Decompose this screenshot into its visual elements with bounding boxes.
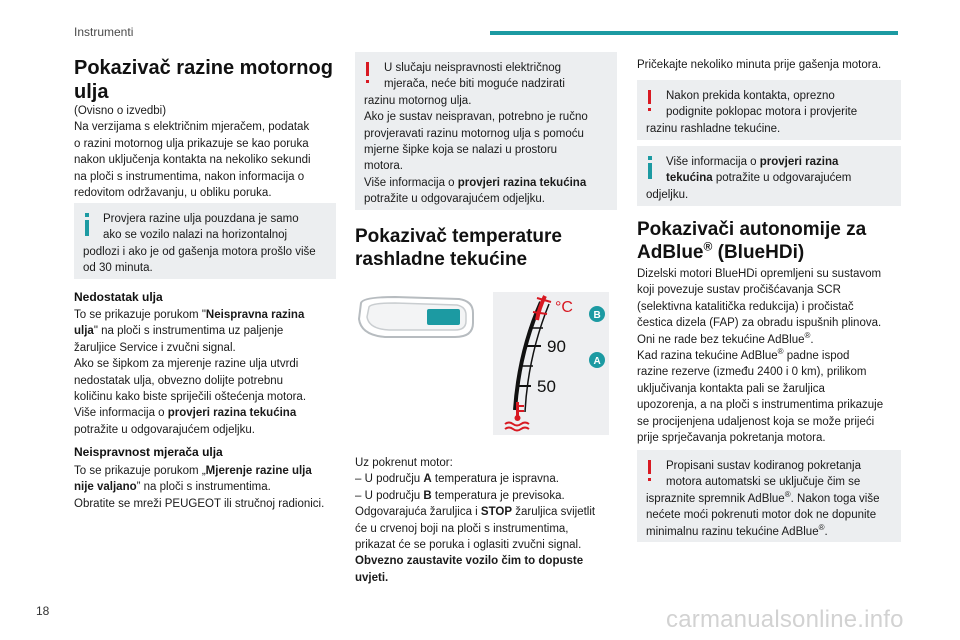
info-line: podlozi i ako je od gašenja motora prošlo više [83,245,316,258]
text: Kad razina tekućine AdBlue [637,350,778,363]
text: padne ispod [783,350,850,363]
title-line: rashladne tekućine [355,249,528,271]
text-bold: nije valjano [74,481,137,494]
registered-mark: ® [703,239,713,254]
text: ispraznite spremnik AdBlue [646,492,785,505]
warning-line: nećete moći pokrenuti motor dok ne dopunite [646,509,877,522]
text: ” na ploči s instrumentima. [136,481,271,494]
oil-gauge-fault-heading: Neispravnost mjerača ulja [74,445,223,459]
text-bold: provjeri razina tekućina [457,176,587,189]
warning-icon [644,460,656,484]
warning-icon [644,90,656,114]
text: – U području [355,489,424,502]
text-bold: Neispravna razina [205,309,305,321]
title-line: Pokazivač temperature [355,226,562,247]
text: uključivanja kontakta pali se žaruljica [637,382,825,395]
running-header: Instrumenti [74,25,134,39]
registered-mark: ® [818,522,825,532]
watermark: carmanualsonline.info [666,606,904,633]
warning-line: motora. [364,160,403,173]
warning-line: Ako je sustav neispravan, potrebno je ručno [364,111,588,124]
intro-line: o razini motornog ulja prikazuje se kao poruka [74,137,309,150]
coolant-warning-box [637,80,901,140]
warning-line: Propisani sustav kodiranog pokretanja [666,460,861,472]
oil-gauge-fault-text [74,463,336,512]
intro-line: (Ovisno o izvedbi) [74,105,167,117]
text: razine rezerve (između 2400 i 0 km), prilikom [637,366,867,379]
oil-info-box [74,203,336,279]
text: Više informacija o [364,176,458,189]
text: Odgovarajuća žaruljica i [355,506,481,519]
lack-of-oil-heading: Nedostatak ulja [74,290,163,304]
title-line: Pokazivači autonomije za [637,219,867,240]
text: prije sprječavanja pokretanja motora. [637,432,826,445]
fluid-info-box [637,146,901,206]
text-bold: ulja [74,325,94,338]
title-line: AdBlue [637,242,704,264]
text: potražite u odgovarajućem odjeljku. [74,423,255,436]
registered-mark: ® [784,489,791,499]
adblue-title [637,218,901,264]
text: Više informacija o [74,407,168,420]
oil-level-title: Pokazivač razine motornog ulja [74,57,333,104]
text-bold: uvjeti. [355,571,389,584]
text: " na ploči s instrumentima uz paljenje [93,325,284,338]
adblue-body-text [637,266,901,446]
warning-line: mjerne šipke koja se nalazi u prostoru [364,144,558,157]
text: upozorenja, a na ploči s instrumentima prikazuje [637,399,884,412]
text: žaruljice Service i zvučni signal. [74,341,236,354]
text-bold: Mjerenje razine ulja [205,465,312,477]
dashboard-illustration [355,293,477,343]
highlighted-screen [427,309,460,325]
intro-line: nakon uključenja kontakta na nekoliko sekundi [74,154,311,167]
header-accent-bar [490,31,898,35]
value-50: 50 [537,377,556,396]
warning-line: mjerača, neće biti moguće nadzirati [384,78,565,91]
coolant-temperature-gauge [493,292,609,435]
text: potražite u odgovarajućem [712,172,852,185]
warning-line: Nakon prekida kontakta, oprezno [666,90,835,102]
celsius-unit: °C [555,299,573,316]
text: Uz pokrenut motor: [355,457,453,469]
intro-line: na ploči s instrumentima, nakon informacija o [74,170,305,183]
oil-intro [74,103,336,201]
text: prikazat će se poruka i oglasiti zvučni signal. [355,539,582,552]
text: odjeljku. [646,188,689,201]
text: . [824,525,828,538]
registered-mark: ® [777,347,784,357]
text-bold: A [423,473,432,486]
text: (selektivna katalitička redukcija) i pročistač [637,300,854,313]
badge-b-label: B [593,310,601,321]
text: Više informacija o [666,156,760,168]
title-line: (BlueHDi) [712,242,805,264]
text: nedostatak ulja, obvezno dolijte potrebnu [74,374,284,387]
warning-line: provjeravati razinu motornog ulja s pomoću [364,127,584,140]
text-bold: provjeri razina [759,156,839,168]
text-bold: STOP [480,506,513,519]
text: čestica dizela (FAP) za obradu ispušnih plinova. [637,317,882,330]
wait-text: Pričekajte nekoliko minuta prije gašenja motora. [637,59,882,71]
text: . [810,333,814,346]
coolant-body-text [355,455,617,586]
text-bold: provjeri razina tekućina [167,407,297,420]
text: temperatura je previsoka. [431,489,565,502]
warning-line: U slučaju neispravnosti električnog [384,62,562,74]
text: – U području [355,473,424,486]
text: To se prikazuje porukom " [74,309,206,321]
info-line: od 30 minuta. [83,262,153,275]
warning-icon [362,62,374,86]
intro-line: Na verzijama s električnim mjeračem, podatak [74,121,310,134]
text: minimalnu razinu tekućine AdBlue [646,525,819,538]
text-bold: B [423,489,432,502]
text: To se prikazuje porukom „ [74,465,206,477]
text-bold: Obvezno zaustavite vozilo čim to dopuste [355,555,584,568]
lack-of-oil-text [74,307,336,438]
text: koji povezuje sustav pročišćavanja SCR [637,284,841,297]
warning-line: razinu rashladne tekućine. [646,122,781,135]
text: Obratite se mreži PEUGEOT ili stručnoj radionici. [74,497,325,510]
badge-a-label: A [593,356,601,367]
info-icon [81,213,93,237]
text: potražite u odgovarajućem odjeljku. [364,193,545,206]
value-90: 90 [547,337,566,356]
page-number: 18 [36,604,50,618]
warning-line: razinu motornog ulja. [364,94,472,107]
warning-line: podignite poklopac motora i provjerite [666,106,858,119]
info-line: ako se vozilo nalazi na horizontalnoj [103,229,288,242]
text: se procijenjena udaljenost koja se može prijeći [637,415,875,428]
text-bold: tekućina [666,172,713,185]
gauge-warning-box [355,52,617,210]
intro-line: redovitom održavanju, u obliku poruka. [74,187,272,200]
text: žaruljica svijetlit [512,506,596,519]
text: . Nakon toga više [790,492,880,505]
info-icon [644,156,656,180]
text: Oni ne rade bez tekućine AdBlue [637,333,805,346]
text: količinu kako biste spriječili oštećenja motora. [74,391,307,404]
text: Dizelski motori BlueHDi opremljeni su sustavom [637,268,882,280]
text: Ako se šipkom za mjerenje razine ulja utvrdi [74,358,299,371]
warning-line: motora automatski se uključuje čim se [666,476,861,489]
coolant-temp-title [355,225,617,271]
text: će u crvenoj boji na ploči s instrumentima, [355,522,569,535]
adblue-warning-box [637,450,901,542]
text: temperatura je ispravna. [431,473,559,486]
registered-mark: ® [804,330,811,340]
info-line: Provjera razine ulja pouzdana je samo [103,213,299,225]
